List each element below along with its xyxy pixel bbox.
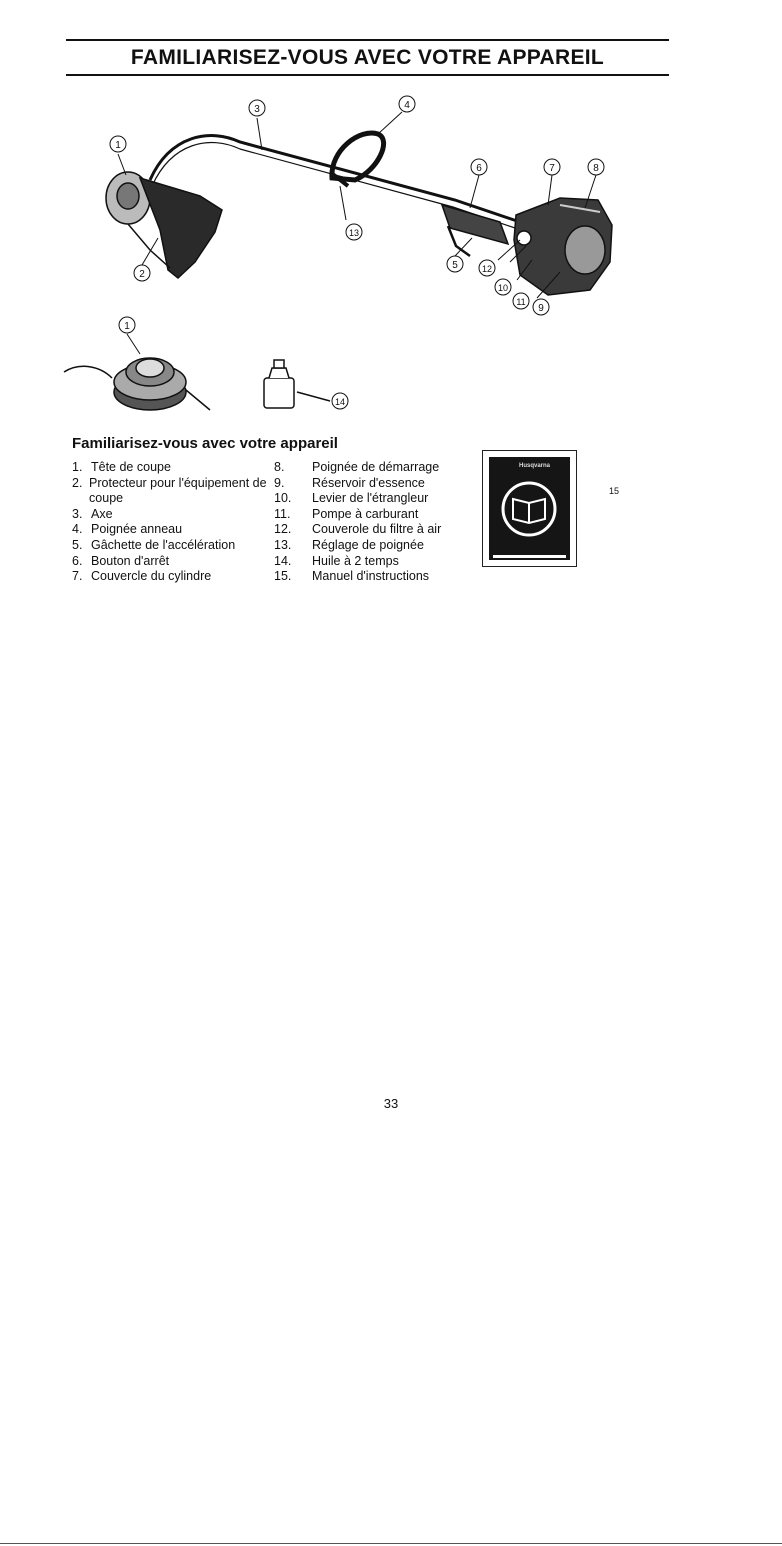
parts-list-label: Tête de coupe (91, 460, 171, 474)
parts-list-number: 8. (274, 460, 285, 474)
parts-list-item (274, 538, 474, 554)
parts-list-label: Couvercle du cylindre (91, 569, 212, 584)
parts-list-number: 9. (274, 475, 285, 490)
parts-list-item (72, 538, 282, 554)
spool-illustration (64, 358, 210, 410)
parts-list-item (274, 460, 474, 476)
parts-list-number: 7. (72, 569, 83, 584)
parts-list-item (274, 569, 474, 585)
callout-label-7: 7 (549, 163, 555, 174)
parts-list-label: Huile à 2 temps (312, 553, 399, 568)
parts-list-label: Gâchette de l'accélération (91, 537, 236, 552)
parts-list-number: 10. (274, 491, 292, 506)
callout-label-5: 5 (452, 260, 458, 271)
page-title: FAMILIARISEZ-VOUS AVEC VOTRE APPAREIL (130, 46, 605, 69)
parts-list-label: Manuel d'instructions (312, 569, 430, 584)
parts-list-label: Réservoir d'essence (312, 475, 425, 490)
section-subheading: Familiarisez-vous avec votre appareil (72, 435, 338, 452)
callout-label-13: 13 (348, 228, 360, 238)
book-icon (513, 499, 545, 523)
callout-label-1: 1 (115, 140, 121, 151)
parts-list-item (72, 522, 282, 538)
parts-list-right (274, 460, 474, 585)
callout-label-15: 15 (608, 486, 620, 496)
parts-list-number: 6. (72, 553, 83, 568)
callout-label-14: 14 (334, 397, 346, 407)
parts-list-label: Poignée anneau (91, 522, 183, 537)
parts-list-number: 5. (72, 537, 83, 552)
callout-label-4: 4 (404, 100, 410, 111)
callout-label-3: 3 (254, 104, 260, 115)
oil-bottle-illustration (264, 360, 330, 408)
parts-list-label: Poignée de démarrage (312, 460, 440, 474)
parts-list-item (72, 460, 282, 476)
callout-label-6: 6 (476, 163, 482, 174)
parts-list-item (72, 554, 282, 570)
parts-list-number: 11. (274, 506, 291, 521)
parts-list-label: Couverole du filtre à air (312, 522, 442, 537)
parts-list-item (274, 476, 474, 492)
parts-list-number: 1. (72, 460, 83, 474)
parts-list-label: Réglage de poignée (312, 537, 424, 552)
page-number: 33 (383, 1096, 399, 1111)
callout-label-11: 11 (516, 297, 526, 307)
parts-list-number: 13. (274, 537, 292, 552)
parts-list-number: 2. (72, 475, 83, 490)
manual-stripe (493, 555, 566, 558)
parts-list-label: Pompe à carburant (312, 506, 419, 521)
parts-list-item (274, 522, 474, 538)
callout-label-2: 2 (139, 269, 145, 280)
parts-list-item (72, 507, 282, 523)
trimmer-illustration (106, 133, 612, 295)
parts-list-number: 4. (72, 522, 83, 537)
manual-brand-text: Husqvarna (519, 463, 551, 469)
parts-list-label: Bouton d'arrêt (91, 553, 170, 568)
parts-list-item (72, 476, 282, 507)
callout-label-1b: 1 (124, 321, 130, 332)
bottom-rule (0, 1543, 782, 1544)
parts-list-label: Axe (91, 506, 113, 521)
parts-list-number: 12. (274, 522, 292, 537)
callout-label-8: 8 (593, 163, 599, 174)
parts-list-left (72, 460, 282, 585)
parts-list-number: 3. (72, 506, 83, 521)
callout-label-9: 9 (538, 303, 544, 314)
callout-label-12: 12 (481, 264, 493, 274)
parts-list-number: 14. (274, 553, 292, 568)
parts-list-label: Levier de l'étrangleur (312, 491, 429, 506)
parts-list-item (72, 569, 282, 585)
parts-list-number: 15. (274, 569, 292, 584)
instruction-manual-illustration (482, 450, 577, 567)
callout-label-10: 10 (497, 283, 509, 293)
parts-list-item (274, 491, 474, 507)
parts-list-item (274, 554, 474, 570)
parts-list-label: Protecteur pour l'équipement de coupe (89, 475, 267, 506)
trimmer-diagram (0, 0, 782, 420)
parts-list-item (274, 507, 474, 523)
